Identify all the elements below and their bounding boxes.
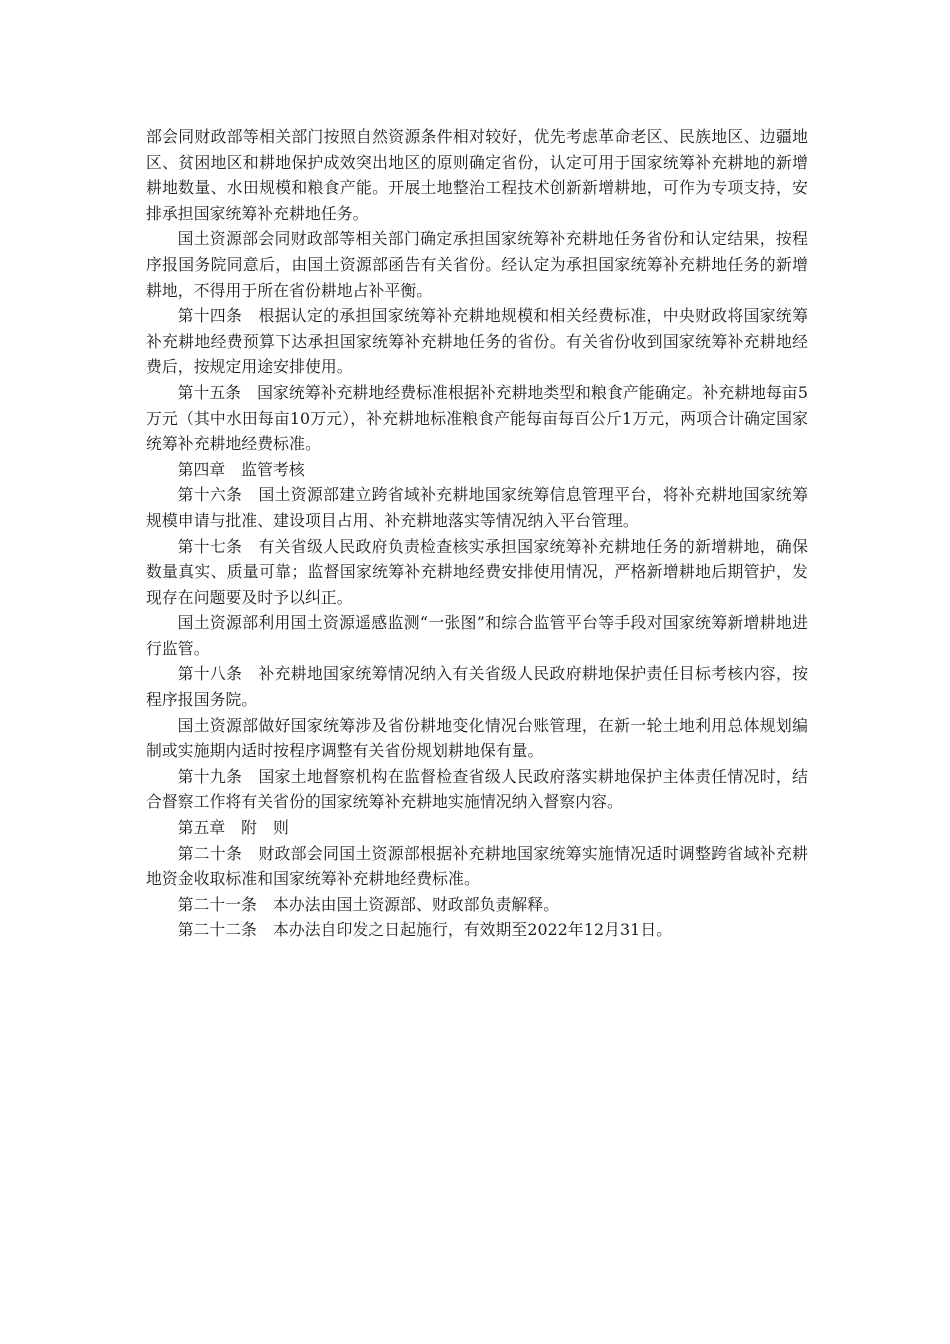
article-17: 第十七条 有关省级人民政府负责检查核实承担国家统筹补充耕地任务的新增耕地，确保数量真实、质量可靠；监督国家统筹补充耕地经费安排使用情况，严格新增耕地后期管护，发现存在问题要及时予以纠正。 xyxy=(146,536,808,607)
document-body xyxy=(146,124,808,943)
chapter-4-heading: 第四章 监管考核 xyxy=(177,459,305,479)
article-22: 第二十二条 本办法自印发之日起施行，有效期至2022年12月31日。 xyxy=(177,920,673,940)
chapter-5-heading: 第五章 附 则 xyxy=(177,818,289,838)
article-18: 第十八条 补充耕地国家统筹情况纳入有关省级人民政府耕地保护责任目标考核内容，按程序报国务院。 xyxy=(146,664,808,710)
paragraph-continuation: 部会同财政部等相关部门按照自然资源条件相对较好，优先考虑革命老区、民族地区、边疆地区、贫困地区和耕地保护成效突出地区的原则确定省份，认定可用于国家统筹补充耕地的新增耕地数量、水田规模和粮食产能。开展土地整治工程技术创新新增耕地，可作为专项支持，安排承担国家统筹补充耕地任务。 xyxy=(146,127,808,223)
article-21: 第二十一条 本办法由国土资源部、财政部负责解释。 xyxy=(177,894,560,914)
paragraph: 国土资源部利用国土资源遥感监测“一张图”和综合监管平台等手段对国家统筹新增耕地进行监管。 xyxy=(146,613,808,658)
paragraph: 国土资源部会同财政部等相关部门确定承担国家统筹补充耕地任务省份和认定结果，按程序报国务院同意后，由国土资源部函告有关省份。经认定为承担国家统筹补充耕地任务的新增耕地，不得用于所在省份耕地占补平衡。 xyxy=(146,229,808,300)
article-19: 第十九条 国家土地督察机构在监督检查省级人民政府落实耕地保护主体责任情况时，结合督察工作将有关省份的国家统筹补充耕地实施情况纳入督察内容。 xyxy=(146,766,808,812)
article-14: 第十四条 根据认定的承担国家统筹补充耕地规模和相关经费标准，中央财政将国家统筹补充耕地经费预算下达承担国家统筹补充耕地任务的省份。有关省份收到国家统筹补充耕地经费后，按规定用途安排使用。 xyxy=(146,306,808,377)
article-15: 第十五条 国家统筹补充耕地经费标准根据补充耕地类型和粮食产能确定。补充耕地每亩5万元（其中水田每亩10万元），补充耕地标准粮食产能每亩每百公斤1万元，两项合计确定国家统筹补充耕地经费标准。 xyxy=(146,382,808,454)
article-16: 第十六条 国土资源部建立跨省域补充耕地国家统筹信息管理平台，将补充耕地国家统筹规模申请与批准、建设项目占用、补充耕地落实等情况纳入平台管理。 xyxy=(146,485,808,530)
article-20: 第二十条 财政部会同国土资源部根据补充耕地国家统筹实施情况适时调整跨省域补充耕地资金收取标准和国家统筹补充耕地经费标准。 xyxy=(146,843,808,889)
paragraph: 国土资源部做好国家统筹涉及省份耕地变化情况台账管理，在新一轮土地利用总体规划编制或实施期内适时按程序调整有关省份规划耕地保有量。 xyxy=(146,715,808,761)
